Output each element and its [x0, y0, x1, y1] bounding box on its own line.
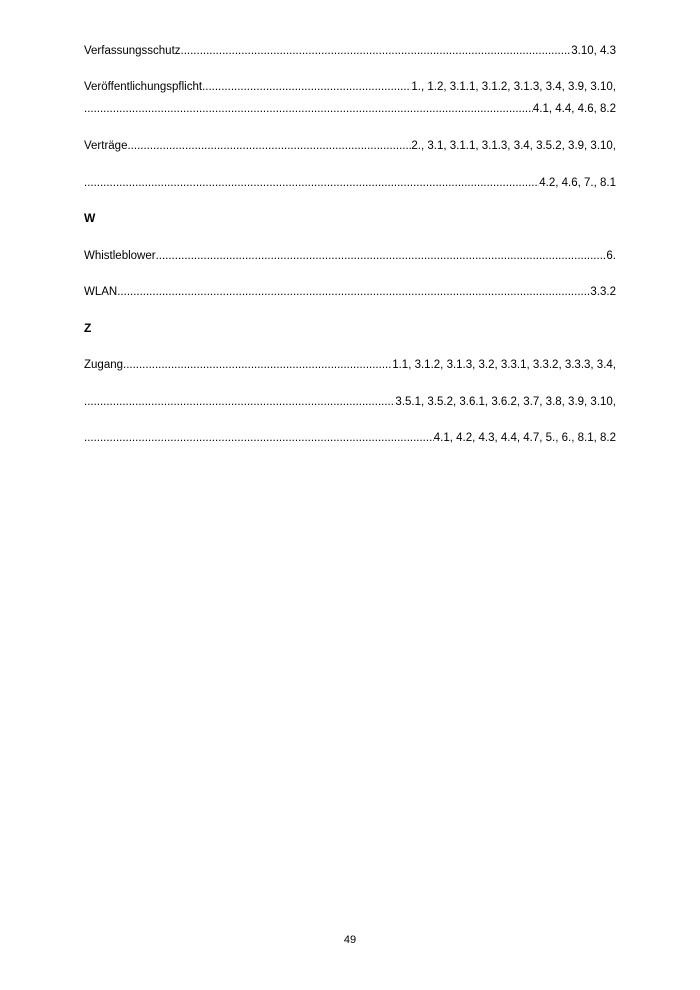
index-refs: 2., 3.1, 3.1.1, 3.1.3, 3.4, 3.5.2, 3.9, 3.10,: [411, 140, 616, 152]
index-refs: 4.1, 4.2, 4.3, 4.4, 4.7, 5., 6., 8.1, 8.2: [433, 432, 616, 444]
index-entry-vertraege: [84, 138, 616, 154]
dot-leader: [84, 430, 434, 446]
index-letter-heading-w: W: [84, 211, 96, 225]
index-entry-continuation: [84, 430, 616, 446]
index-entry-continuation: [84, 101, 616, 117]
index-term: Whistleblower: [84, 250, 156, 262]
dot-leader: [127, 138, 411, 154]
index-letter-heading-z: Z: [84, 321, 92, 335]
index-refs: 3.5.1, 3.5.2, 3.6.1, 3.6.2, 3.7, 3.8, 3.9, 3.10,: [395, 396, 616, 408]
index-term: Verfassungsschutz: [84, 45, 181, 57]
index-refs: 4.1, 4.4, 4.6, 8.2: [532, 103, 616, 115]
index-entry-veroeffentlichungspflicht: [84, 79, 616, 95]
dot-leader: [181, 43, 572, 59]
index-term: Veröffentlichungspflicht: [84, 81, 203, 93]
index-refs: 1., 1.2, 3.1.1, 3.1.2, 3.1.3, 3.4, 3.9, 3.10,: [411, 81, 616, 93]
index-refs: 4.2, 4.6, 7., 8.1: [539, 177, 616, 189]
index-term: WLAN: [84, 286, 118, 298]
index-term: Zugang: [84, 359, 124, 371]
index-entry-verfassungsschutz: [84, 43, 616, 59]
dot-leader: [84, 175, 539, 191]
dot-leader: [84, 101, 533, 117]
index-refs: 3.10, 4.3: [571, 45, 616, 57]
index-refs: 6.: [606, 250, 616, 262]
dot-leader: [156, 248, 607, 264]
index-entry-continuation: [84, 394, 616, 410]
dot-leader: [117, 284, 590, 300]
index-entry-whistleblower: [84, 248, 616, 264]
index-entry-zugang: [84, 357, 616, 373]
index-refs: 3.3.2: [590, 286, 616, 298]
page-number: 49: [343, 934, 357, 946]
dot-leader: [123, 357, 392, 373]
index-entry-continuation: [84, 175, 616, 191]
index-page: [84, 0, 616, 990]
dot-leader: [84, 394, 395, 410]
index-entry-wlan: [84, 284, 616, 300]
index-refs: 1.1, 3.1.2, 3.1.3, 3.2, 3.3.1, 3.3.2, 3.3.3, 3.4,: [392, 359, 616, 371]
dot-leader: [202, 79, 411, 95]
index-term: Verträge: [84, 140, 128, 152]
